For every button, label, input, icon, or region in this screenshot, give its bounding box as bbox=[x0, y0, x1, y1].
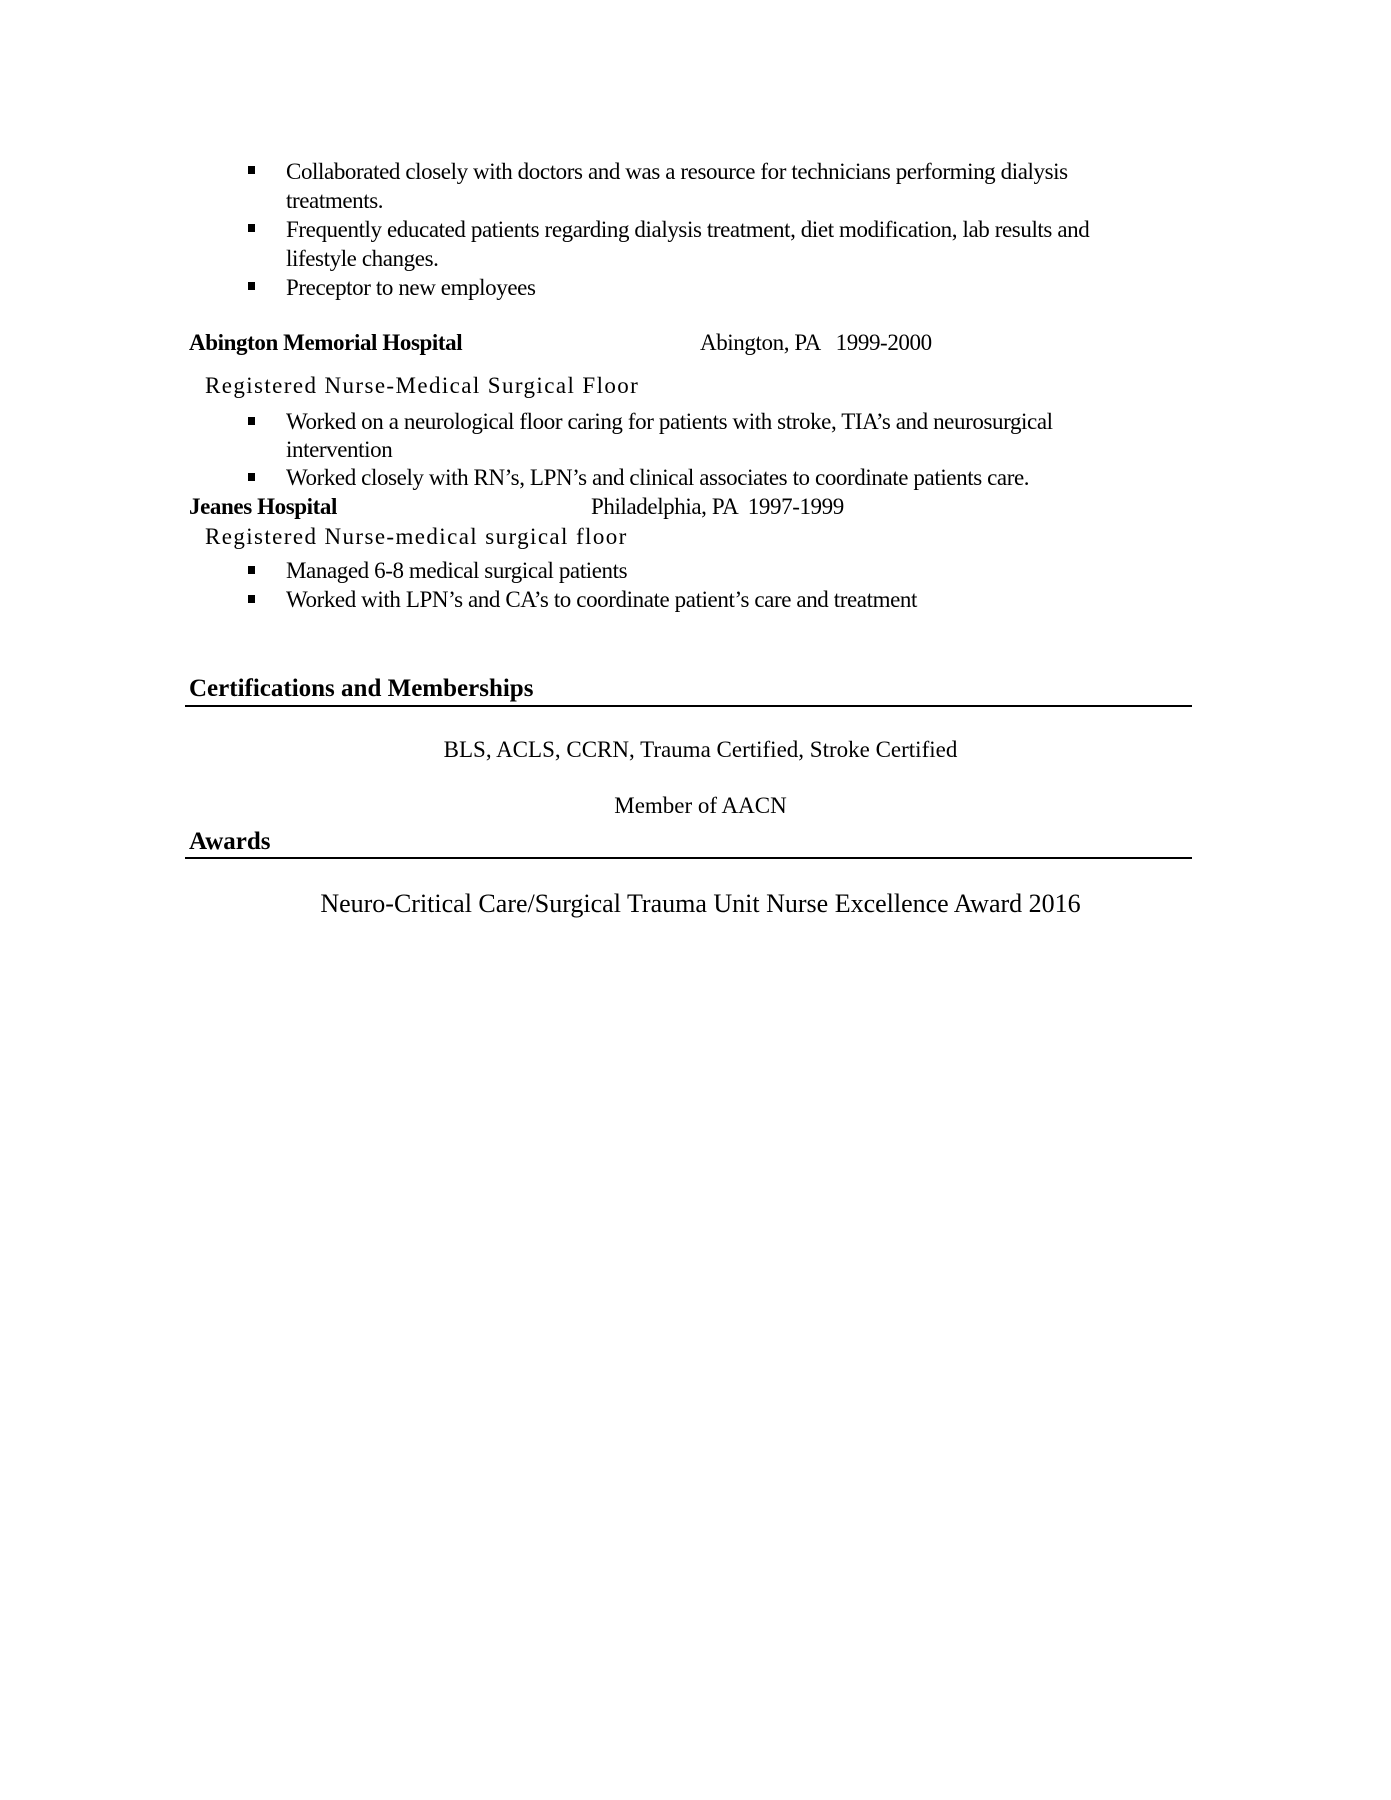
bullet-text-continued: lifestyle changes. bbox=[286, 246, 439, 271]
membership-text: Member of AACN bbox=[614, 793, 787, 818]
bullet-text: Worked with LPN’s and CA’s to coordinate patient’s care and treatment bbox=[286, 587, 917, 612]
certifications-text: BLS, ACLS, CCRN, Trauma Certified, Stroke Certified bbox=[443, 737, 958, 762]
bullet-icon bbox=[248, 166, 255, 174]
section-divider bbox=[185, 705, 1192, 707]
bullet-icon bbox=[248, 224, 255, 232]
employer-name: Abington Memorial Hospital bbox=[189, 330, 463, 355]
bullet-text: Collaborated closely with doctors and was a resource for technicians performing dialysis bbox=[286, 159, 1068, 184]
certifications-list bbox=[0, 736, 1391, 764]
bullet-text: Managed 6-8 medical surgical patients bbox=[286, 558, 628, 583]
section-divider bbox=[185, 857, 1192, 859]
job-role: Registered Nurse-medical surgical floor bbox=[205, 524, 628, 549]
award-item bbox=[0, 889, 1391, 919]
section-heading-awards: Awards bbox=[189, 828, 271, 855]
bullet-icon bbox=[248, 473, 255, 481]
section-heading-certifications: Certifications and Memberships bbox=[189, 675, 534, 702]
bullet-text-continued: treatments. bbox=[286, 188, 384, 213]
employer-name: Jeanes Hospital bbox=[189, 494, 337, 519]
employer-location-dates: Abington, PA 1999-2000 bbox=[700, 330, 932, 355]
bullet-icon bbox=[248, 417, 255, 425]
membership bbox=[0, 792, 1391, 820]
bullet-icon bbox=[248, 566, 255, 574]
bullet-text: Preceptor to new employees bbox=[286, 275, 536, 300]
bullet-text: Worked closely with RN’s, LPN’s and clinical associates to coordinate patients care. bbox=[286, 465, 1030, 490]
job-role: Registered Nurse-Medical Surgical Floor bbox=[205, 373, 640, 398]
employer-location-dates: Philadelphia, PA 1997-1999 bbox=[591, 494, 844, 519]
bullet-text-continued: intervention bbox=[286, 437, 393, 462]
bullet-icon bbox=[248, 595, 255, 603]
award-text: Neuro-Critical Care/Surgical Trauma Unit Nurse Excellence Award 2016 bbox=[320, 889, 1081, 918]
bullet-icon bbox=[248, 282, 255, 290]
bullet-text: Worked on a neurological floor caring for patients with stroke, TIA’s and neurosurgical bbox=[286, 409, 1053, 434]
bullet-text: Frequently educated patients regarding dialysis treatment, diet modification, lab results and bbox=[286, 217, 1090, 242]
